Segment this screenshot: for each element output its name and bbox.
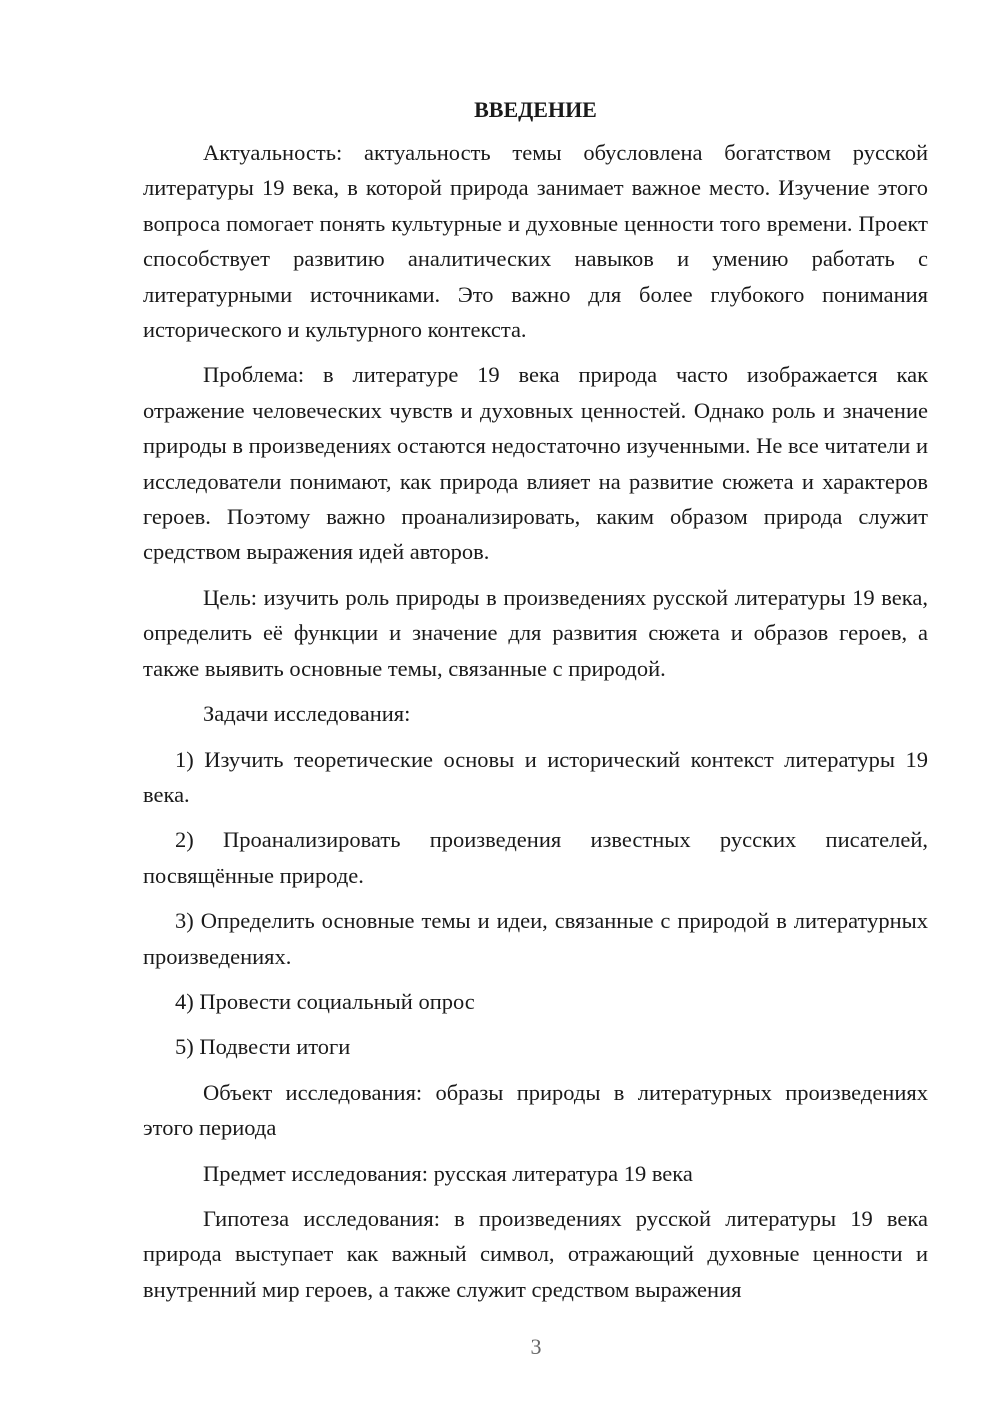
task-item-5: 5) Подвести итоги [175,1034,351,1060]
relevance-paragraph: Актуальность: актуальность темы обусловлена богатством русской литературы 19 века, в которой природа занимает важное место. Изучение этого вопроса помогает понять культурные и духовные ценности того времени. Проект способствует развитию аналитических навыков и умению работать с литературными источниками. Это важно для более глубокого понимания исторического и культурного контекста. [143,140,928,343]
task-item-2: 2) Проанализировать произведения известных русских писателей, посвящённые природе. [143,827,928,888]
hypothesis-paragraph: Гипотеза исследования: в произведениях русской литературы 19 века природа выступает как важный символ, отражающий духовные ценности и внутренний мир героев, а также служит средством выражения [143,1205,928,1302]
research-subject-paragraph: Предмет исследования: русская литература 19 века [203,1160,693,1186]
section-heading: ВВЕДЕНИЕ [474,97,597,122]
task-item-1: 1) Изучить теоретические основы и исторический контекст литературы 19 века. [143,746,928,807]
task-item-4: 4) Провести социальный опрос [175,988,475,1014]
task-item-3: 3) Определить основные темы и идеи, связанные с природой в литературных произведениях. [143,908,928,969]
tasks-title: Задачи исследования: [203,701,411,727]
page-number: 3 [530,1334,542,1359]
goal-paragraph: Цель: изучить роль природы в произведениях русской литературы 19 века, определить её функции и значение для развития сюжета и образов героев, а также выявить основные темы, связанные с природой. [143,584,928,681]
document-body [143,92,928,1317]
problem-paragraph: Проблема: в литературе 19 века природа часто изображается как отражение человеческих чувств и духовных ценностей. Однако роль и значение природы в произведениях остаются недостаточно изученными. Не все читатели и исследователи понимают, как природа влияет на развитие сюжета и характеров героев. Поэтому важно проанализировать, каким образом природа служит средством выражения идей авторов. [143,362,928,565]
research-object-paragraph: Объект исследования: образы природы в литературных произведениях этого периода [143,1079,928,1141]
